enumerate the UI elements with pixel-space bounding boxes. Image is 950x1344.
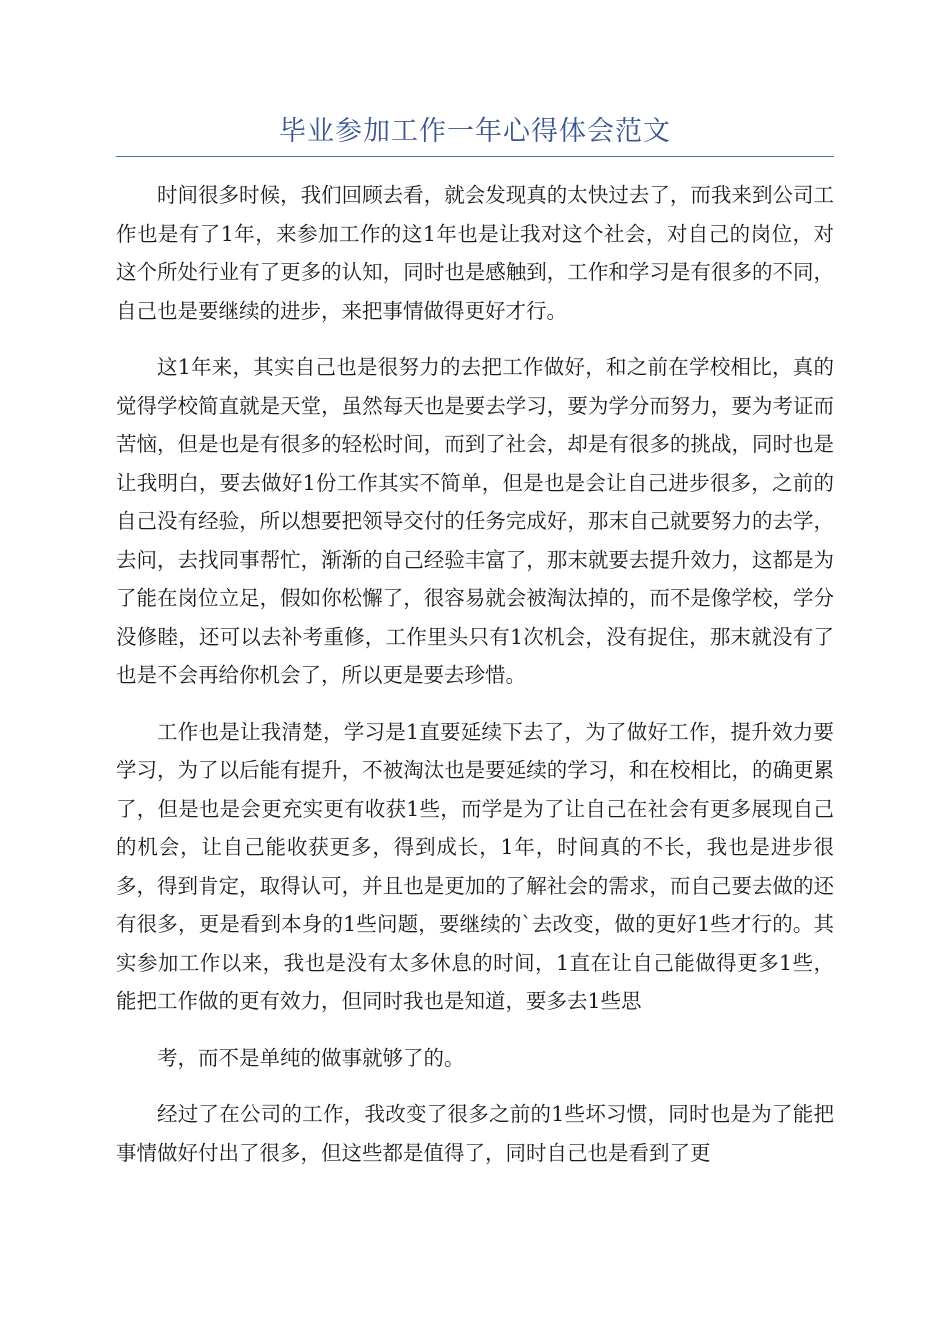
- paragraph-5: 经过了在公司的工作，我改变了很多之前的1些坏习惯，同时也是为了能把事情做好付出了很多，但这些都是值得了，同时自己也是看到了更: [116, 1102, 834, 1165]
- paragraph-3: 工作也是让我清楚，学习是1直要延续下去了，为了做好工作，提升效力要学习，为了以后能有提升，不被淘汰也是要延续的学习，和在校相比，的确更累了，但是也是会更充实更有收获1些，而学是为了让自己在社会有更多展现自己的机会，让自己能收获更多，得到成长，1年，时间真的不长，我也是进步很多，得到肯定，取得认可，并且也是更加的了解社会的需求，而自己要去做的还有很多，更是看到本身的1些问题，要继续的`去改变，做的更好1些才行的。其实参加工作以来，我也是没有太多休息的时间，1直在让自己能做得更多1些，能把工作做的更有效力，但同时我也是知道，要多去1些思: [116, 719, 834, 1013]
- document-body: [116, 176, 834, 1190]
- page-title: 毕业参加工作一年心得体会范文: [279, 116, 671, 147]
- paragraph-4: 考，而不是单纯的做事就够了的。: [157, 1045, 465, 1070]
- paragraph-1: 时间很多时候，我们回顾去看，就会发现真的太快过去了，而我来到公司工作也是有了1年，来参加工作的这1年也是让我对这个社会，对自己的岗位，对这个所处行业有了更多的认知，同时也是感触到，工作和学习是有很多的不同，自己也是要继续的进步，来把事情做得更好才行。: [116, 183, 834, 323]
- paragraph-2: 这1年来，其实自己也是很努力的去把工作做好，和之前在学校相比，真的觉得学校简直就是天堂，虽然每天也是要去学习，要为学分而努力，要为考证而苦恼，但是也是有很多的轻松时间，而到了社会，却是有很多的挑战，同时也是让我明白，要去做好1份工作其实不简单，但是也是会让自己进步很多，之前的自己没有经验，所以想要把领导交付的任务完成好，那末自己就要努力的去学，去问，去找同事帮忙，渐渐的自己经验丰富了，那末就要去提升效力，这都是为了能在岗位立足，假如你松懈了，很容易就会被淘汰掉的，而不是像学校，学分没修睦，还可以去补考重修，工作里头只有1次机会，没有捉住，那末就没有了也是不会再给你机会了，所以更是要去珍惜。: [116, 355, 834, 687]
- title-block: [116, 112, 834, 157]
